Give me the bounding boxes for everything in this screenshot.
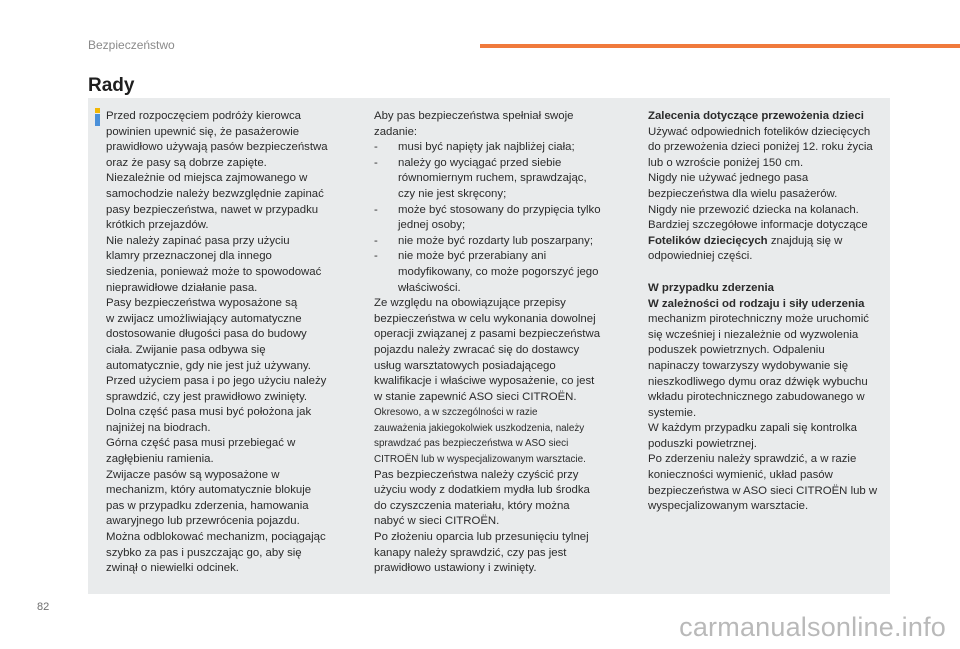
- text-line: nabyć w sieci CITROËN.: [374, 515, 500, 528]
- section-heading: W przypadku zderzenia: [648, 281, 774, 294]
- text-line: w zwijacz umożliwiający automatyczne: [106, 312, 302, 325]
- text-line: zadanie:: [374, 125, 418, 138]
- text-line: awaryjnego lub przewrócenia pojazdu.: [106, 515, 300, 528]
- text-line: szybko za pas i puszczając go, aby się: [106, 546, 302, 559]
- text-line: [648, 234, 886, 250]
- text-line: bezpieczeństwa w celu wykonania dowolnej: [374, 312, 596, 325]
- text-line: do czyszczenia materiału, który można: [374, 499, 570, 512]
- text-line: Przed rozpoczęciem podróży kierowca: [106, 110, 301, 122]
- text-line: usług warsztatowych posiadającego: [374, 359, 556, 372]
- list-item: [374, 140, 624, 156]
- text-line: Nie należy zapinać pasa przy użyciu: [106, 234, 290, 247]
- text-line: prawidłowo ustawiony i zwinięty.: [374, 562, 537, 575]
- text-line: pasy bezpieczeństwa, nawet w przypadku: [106, 203, 319, 216]
- text-line: powinien upewnić się, że pasażerowie: [106, 125, 300, 138]
- section-heading: Zalecenia dotyczące przewożenia dzieci: [648, 110, 864, 122]
- list-dash: -: [374, 141, 378, 154]
- text-line: Dolna część pasa musi być położona jak: [106, 406, 312, 419]
- text-line: Pas bezpieczeństwa należy czyścić przy: [374, 468, 579, 481]
- text-line: modyfikowany, co może pogorszyć jego: [398, 265, 599, 278]
- text-line: bezpieczeństwa dla wielu pasażerów.: [648, 187, 838, 200]
- text-line: pojazdu należy zwracać się do dostawcy: [374, 343, 580, 356]
- text-line: bezpieczeństwa w ASO sieci CITROËN lub w: [648, 484, 878, 497]
- text-line: siedzenia, ponieważ może to spowodować: [106, 265, 322, 278]
- text-line: Nigdy nie używać jednego pasa: [648, 172, 809, 185]
- list-dash: -: [374, 234, 378, 247]
- text-line: najniżej na biodrach.: [106, 421, 211, 434]
- text-line: właściwości.: [398, 281, 461, 294]
- info-marker-icon: [93, 108, 103, 126]
- text-line: Po zderzeniu należy sprawdzić, a w razie: [648, 453, 857, 466]
- text-line: nie może być przerabiany ani: [398, 250, 547, 263]
- text-line: klamry przeznaczonej dla innego: [106, 250, 272, 263]
- text-line: wkładu pirotechnicznego zabudowanego w: [648, 391, 865, 404]
- text-line: się wcześniej i niezależnie od wyzwolenia: [648, 328, 859, 341]
- text-line: Po złożeniu oparcia lub przesunięciu tylnej: [374, 531, 589, 544]
- bold-term: Fotelików dziecięcych: [648, 234, 768, 247]
- text-line: operacji związanej z pasami bezpieczeństwa: [374, 328, 601, 341]
- text-line: Używać odpowiednich fotelików dziecięcych: [648, 125, 871, 138]
- text-line: pas w przypadku zderzenia, hamowania: [106, 499, 309, 512]
- column-2: [374, 109, 624, 577]
- list-dash: -: [374, 250, 378, 263]
- text-line: kwalifikacje i właściwe wyposażenie, co jest: [374, 375, 595, 388]
- section-heading: W zależności od rodzaju i siły uderzenia: [648, 297, 865, 310]
- text-line: Górna część pasa musi przebiegać w: [106, 437, 296, 450]
- text-line: jednej osoby;: [398, 219, 466, 232]
- text-line: oraz że pasy są dobrze zapięte.: [106, 156, 267, 169]
- text-line: sprawdzić, czy jest prawidłowo zwinięty.: [106, 390, 308, 403]
- text-line: W każdym przypadku zapali się kontrolka: [648, 422, 857, 435]
- list-dash: -: [374, 203, 378, 216]
- text-line: nie może być rozdarty lub poszarpany;: [398, 234, 594, 247]
- text-line: Niezależnie od miejsca zajmowanego w: [106, 172, 308, 185]
- text-line: samochodzie należy bezwzględnie zapinać: [106, 187, 324, 200]
- text-line: Bardziej szczegółowe informacje dotyczące: [648, 219, 868, 232]
- text-line: zwinął o niewielki odcinek.: [106, 562, 239, 575]
- text-line: CITROËN lub w wyspecjalizowanym warsztacie.: [374, 454, 586, 466]
- column-1: [106, 109, 342, 577]
- text-line: systemie.: [648, 406, 697, 419]
- text-line: poduszki powietrznej.: [648, 437, 757, 450]
- text-line: czy nie jest skręcony;: [398, 187, 507, 200]
- text-line: nieprawidłowe działanie pasa.: [106, 281, 258, 294]
- text-line: napinaczy towarzyszy wydobywanie się: [648, 359, 849, 372]
- text-line: należy go wyciągać przed siebie: [398, 156, 562, 169]
- text-line: mechanizm, który automatycznie blokuje: [106, 484, 312, 497]
- list-item: [374, 156, 624, 203]
- text-line: nieszkodliwego dymu oraz dźwięk wybuchu: [648, 375, 868, 388]
- page-title: Rady: [88, 75, 135, 96]
- text-line: w stanie zapewnić ASO sieci CITROËN.: [374, 390, 577, 403]
- watermark: carmanualsonline.info: [679, 612, 946, 642]
- text-line: Pasy bezpieczeństwa wyposażone są: [106, 297, 298, 310]
- text-span: znajdują się w: [767, 234, 843, 247]
- text-line: równomiernym ruchem, sprawdzając,: [398, 172, 587, 185]
- text-line: Aby pas bezpieczeństwa spełniał swoje: [374, 110, 574, 122]
- page-number: 82: [37, 601, 50, 613]
- text-line: automatycznie, gdy nie jest już używany.: [106, 359, 311, 372]
- text-line: Przed użyciem pasa i po jego użyciu należy: [106, 375, 327, 388]
- list-item: [374, 203, 624, 234]
- text-line: kanapy należy sprawdzić, czy pas jest: [374, 546, 567, 559]
- text-line: Nigdy nie przewozić dziecka na kolanach.: [648, 203, 859, 216]
- text-line: wyspecjalizowanym warsztacie.: [648, 500, 809, 513]
- text-line: sprawdzać pas bezpieczeństwa w ASO sieci: [374, 438, 569, 450]
- section-header: Bezpieczeństwo: [88, 38, 175, 52]
- text-line: poduszek powietrznych. Odpaleniu: [648, 344, 825, 357]
- text-line: może być stosowany do przypięcia tylko: [398, 203, 601, 216]
- text-line: ciała. Zwijanie pasa odbywa się: [106, 343, 266, 356]
- text-line: konieczności wymienić, układ pasów: [648, 469, 833, 482]
- text-line: Można odblokować mechanizm, pociągając: [106, 531, 326, 544]
- spacer: [648, 265, 886, 281]
- text-line: krótkich przejazdów.: [106, 219, 209, 232]
- list-item: [374, 234, 624, 250]
- header-accent-bar: [480, 44, 960, 48]
- text-line: odpowiedniej części.: [648, 250, 753, 263]
- text-line: zagłębieniu ramienia.: [106, 453, 214, 466]
- list-item: [374, 249, 624, 296]
- text-line: Okresowo, a w szczególności w razie: [374, 407, 538, 419]
- text-line: dostosowanie długości pasa do budowy: [106, 328, 307, 341]
- text-line: musi być napięty jak najbliżej ciała;: [398, 141, 575, 154]
- text-line: mechanizm pirotechniczny może uruchomić: [648, 313, 869, 326]
- text-line: do przewożenia dzieci poniżej 12. roku życia: [648, 141, 873, 154]
- text-line: Zwijacze pasów są wyposażone w: [106, 468, 280, 481]
- text-line: Ze względu na obowiązujące przepisy: [374, 297, 566, 310]
- text-line: użyciu wody z dodatkiem mydła lub środka: [374, 484, 590, 497]
- text-line: prawidłowo używają pasów bezpieczeństwa: [106, 141, 328, 154]
- list-dash: -: [374, 156, 378, 169]
- column-3: [648, 109, 886, 515]
- text-line: lub o wzroście poniżej 150 cm.: [648, 156, 804, 169]
- text-line: zauważenia jakiegokolwiek uszkodzenia, należy: [374, 422, 585, 434]
